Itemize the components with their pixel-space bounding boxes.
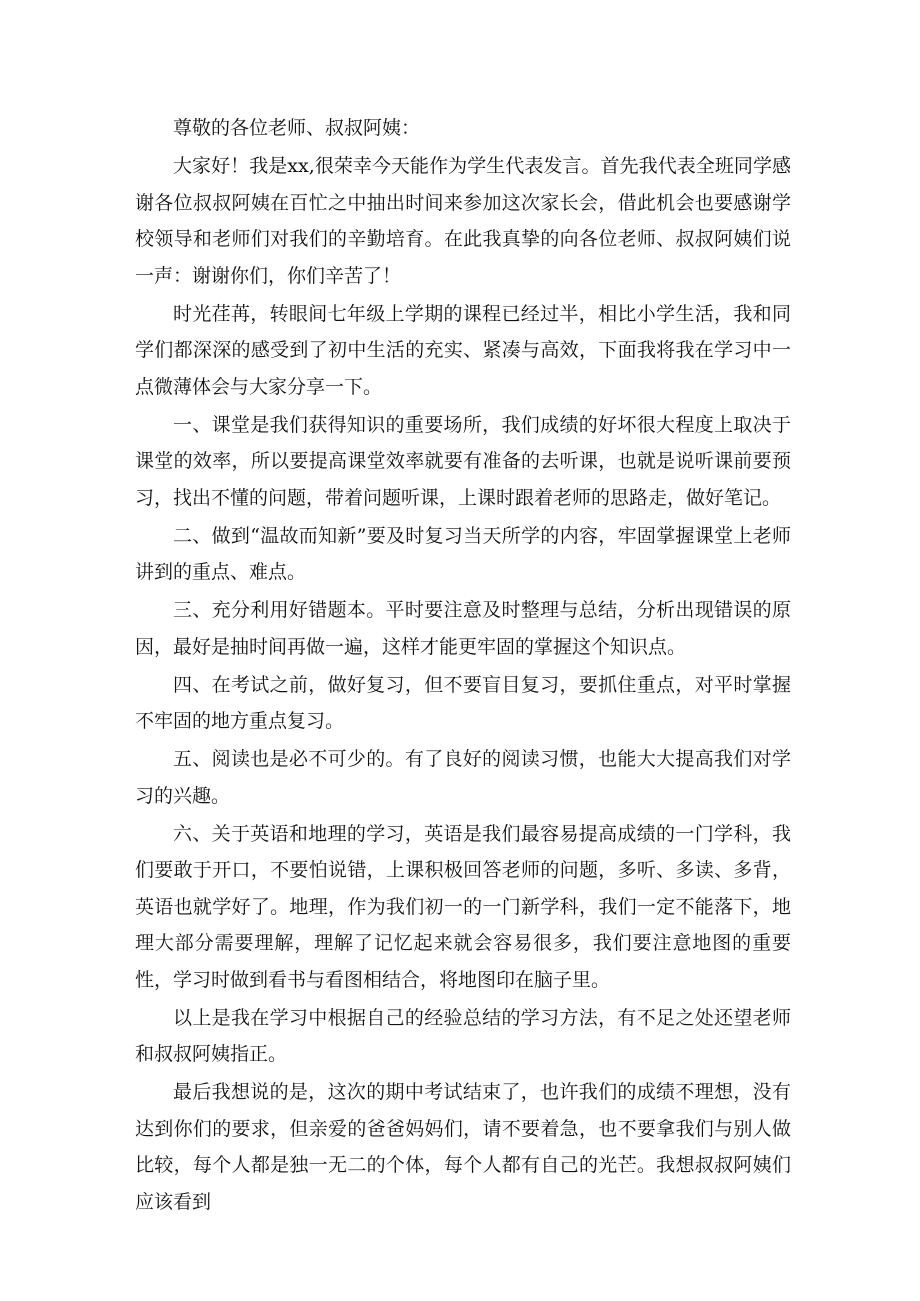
paragraph-point-2: 二、做到“温故而知新”要及时复习当天所学的内容，牢固掌握课堂上老师讲到的重点、难点。 (135, 524, 791, 583)
paragraph-point-1: 一、课堂是我们获得知识的重要场所，我们成绩的好坏很大程度上取决于课堂的效率，所以要提高课堂效率就要有准备的去听课，也就是说听课前要预习，找出不懂的问题，带着问题听课，上课时跟着老师的思路走，做好笔记。 (135, 413, 791, 509)
paragraph-point-6: 六、关于英语和地理的学习，英语是我们最容易提高成绩的一门学科，我们要敢于开口，不要怕说错，上课积极回答老师的问题，多听、多读、多背，英语也就学好了。地理，作为我们初一的一门新学科，我们一定不能落下，地理大部分需要理解，理解了记忆起来就会容易很多，我们要注意地图的重要性，学习时做到看书与看图相结合，将地图印在脑子里。 (135, 822, 791, 991)
document-body (135, 110, 791, 1222)
paragraph-point-3: 三、充分利用好错题本。平时要注意及时整理与总结，分析出现错误的原因，最好是抽时间再做一遍，这样才能更牢固的掌握这个知识点。 (135, 599, 791, 658)
paragraph-point-5: 五、阅读也是必不可少的。有了良好的阅读习惯，也能大大提高我们对学习的兴趣。 (135, 748, 791, 807)
paragraph-closing: 最后我想说的是，这次的期中考试结束了，也许我们的成绩不理想，没有达到你们的要求，但亲爱的爸爸妈妈们，请不要着急，也不要拿我们与别人做比较，每个人都是独一无二的个体，每个人都有自己的光芒。我想叔叔阿姨们应该看到 (135, 1081, 791, 1213)
paragraph-intro: 时光荏苒，转眼间七年级上学期的课程已经过半，相比小学生活，我和同学们都深深的感受到了初中生活的充实、紧凑与高效，下面我将我在学习中一点微薄体会与大家分享一下。 (135, 302, 791, 398)
paragraph-greeting: 大家好！我是xx,很荣幸今天能作为学生代表发言。首先我代表全班同学感谢各位叔叔阿姨在百忙之中抽出时间来参加这次家长会，借此机会也要感谢学校领导和老师们对我们的辛勤培育。在此我真挚的向各位老师、叔叔阿姨们说一声：谢谢你们，你们辛苦了！ (135, 155, 791, 287)
paragraph-summary: 以上是我在学习中根据自己的经验总结的学习方法，有不足之处还望老师和叔叔阿姨指正。 (135, 1006, 791, 1065)
paragraph-point-4: 四、在考试之前，做好复习，但不要盲目复习，要抓住重点，对平时掌握不牢固的地方重点复习。 (135, 673, 791, 732)
salutation: 尊敬的各位老师、叔叔阿姨： (173, 117, 421, 139)
